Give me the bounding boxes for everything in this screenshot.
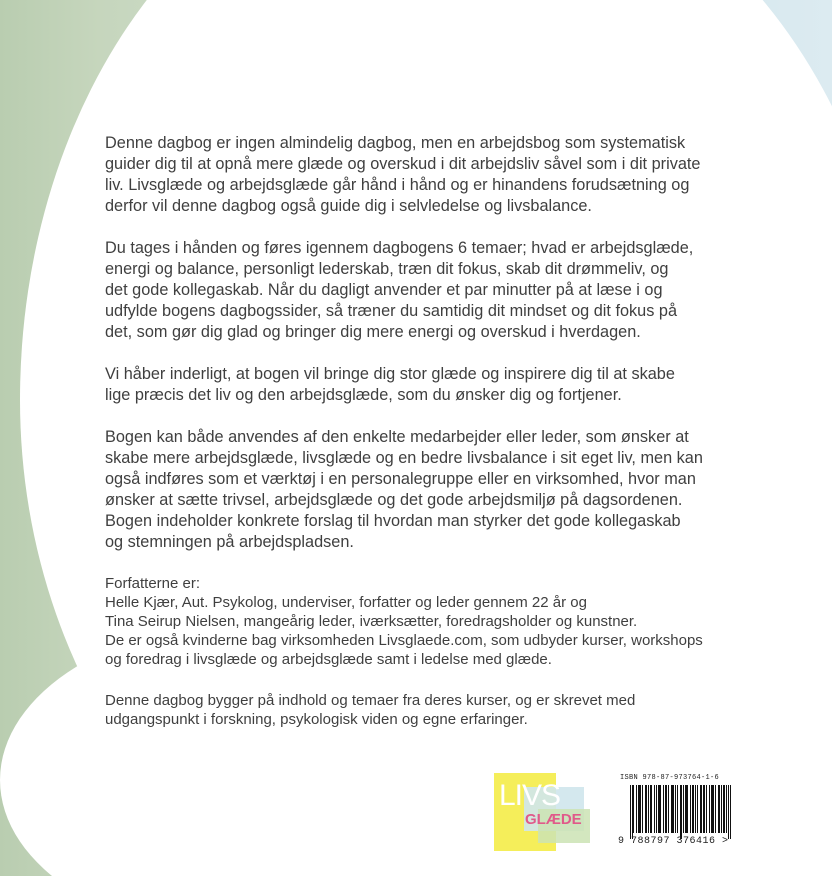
barcode-bar [681,785,682,839]
barcode-bar [713,785,714,833]
company-line: De er også kvinderne bag virksomheden Livsglaede.com, som udbyder kurser, workshops [105,632,703,649]
barcode-bar [697,785,698,833]
barcode-bar [673,785,674,833]
barcode-bar [724,785,725,833]
text-line: Bogen kan både anvendes af den enkelte medarbejder eller leder, som ønsker at [105,428,689,446]
barcode-bar [683,785,684,833]
barcode-bar [700,785,701,833]
text-line: derfor vil denne dagbog også guide dig i selvledelse og livsbalance. [105,197,592,215]
text-line: energi og balance, personligt lederskab, træn dit fokus, skab dit drømmeliv, og [105,260,669,278]
text-line: det, som gør dig glad og bringer dig mere energi og overskud i hverdagen. [105,323,641,341]
text-line: ønsker at sætte trivsel, arbejdsglæde og det gode arbejdsmiljø på dagsordenen. [105,491,683,509]
barcode-bar [633,785,634,833]
barcode-bar [666,785,667,833]
barcode-bar [630,785,631,839]
barcode-bar [646,785,647,833]
text-line: udfylde bogens dagbogssider, så træner du samtidig dit mindset og dit fokus på [105,302,677,320]
text-line: skabe mere arbejdsglæde, livsglæde og en bedre livsbalance i sit eget liv, men kan [105,449,703,467]
text-line: Bogen indeholder konkrete forslag til hvordan man styrker det gode kollegaskab [105,512,681,530]
barcode-bar [701,785,702,833]
livsglaede-logo [494,773,594,853]
authors-section [105,574,755,669]
barcode-bar [675,785,676,833]
barcode-bar [660,785,661,833]
barcode-bar [650,785,651,833]
text-line: udgangspunkt i forskning, psykologisk viden og egne erfaringer. [105,711,528,728]
barcode-bar [639,785,640,833]
barcode-bar [721,785,722,833]
barcode-bar [726,785,727,833]
author-line: Helle Kjær, Aut. Psykolog, underviser, forfatter og leder gennem 22 år og [105,594,587,611]
barcode-bar [692,785,693,833]
text-line: lige præcis det liv og den arbejdsglæde, som du ønsker dig og fortjener. [105,386,622,404]
barcode-bar [706,785,707,833]
barcode-bar [654,785,655,833]
barcode-bar [695,785,696,833]
barcode-bar [651,785,652,833]
isbn-barcode [616,773,746,853]
barcode-bar [665,785,666,833]
barcode-bar [680,785,681,839]
text-line: liv. Livsglæde og arbejdsglæde går hånd i hånd og er hinandens forudsætning og [105,176,690,194]
paragraph-usage [105,427,755,553]
cover-text [105,133,755,729]
text-line: Denne dagbog er ingen almindelig dagbog, men en arbejdsbog som systematisk [105,134,686,152]
authors-heading: Forfatterne er: [105,575,201,592]
barcode-bar [638,785,639,833]
barcode-bar [648,785,649,833]
barcode-bar [685,785,686,833]
barcode-bar [719,785,720,833]
barcode-bar [671,785,672,833]
barcode-bar [642,785,643,833]
barcode-bar [632,785,633,839]
barcode-digits: 9 788797 376416 > [618,836,729,847]
barcode-bar [677,785,678,833]
text-line: guider dig til at opnå mere glæde og overskud i dit arbejdsliv såvel som i dit private [105,155,701,173]
barcode-bar [672,785,673,833]
barcode-bar [658,785,659,833]
text-line: det gode kollegaskab. Når du dagligt anvender et par minutter på at læse i og [105,281,663,299]
barcode-bar [690,785,691,833]
barcode-bar [668,785,669,833]
barcode-bar [728,785,729,839]
author-line: Tina Seirup Nielsen, mangeårig leder, iværksætter, foredragsholder og kunstner. [105,613,638,630]
text-line: Denne dagbog bygger på indhold og temaer fra deres kurser, og er skrevet med [105,692,636,709]
barcode-bar [715,785,716,833]
company-line: og foredrag i livsglæde og arbejdsglæde samt i ledelse med glæde. [105,651,552,668]
paragraph-hope [105,364,755,406]
barcode-bar [645,785,646,833]
barcode-bar [730,785,731,839]
text-line: også indføres som et værktøj i en personalegruppe eller en virksomhed, hvor man [105,470,696,488]
barcode-bar [718,785,719,833]
barcode-bar [656,785,657,833]
barcode-bar [711,785,712,833]
text-line: Vi håber inderligt, at bogen vil bringe dig stor glæde og inspirere dig til at skabe [105,365,675,383]
barcode-bar [723,785,724,833]
paragraph-themes [105,238,755,343]
barcode-bar [712,785,713,833]
barcode-bars [630,785,734,839]
text-line: og stemningen på arbejdspladsen. [105,533,354,551]
logo-word-livs: LIVS [499,779,561,812]
barcode-bar [659,785,660,833]
barcode-bar [703,785,704,833]
barcode-bar [640,785,641,833]
barcode-bar [636,785,637,833]
paragraph-intro [105,133,755,217]
barcode-bar [687,785,688,833]
barcode-bar [686,785,687,833]
logo-word-glaede: GLÆDE [525,811,582,828]
text-line: Du tages i hånden og føres igennem dagbogens 6 temaer; hvad er arbejdsglæde, [105,239,694,257]
isbn-label: ISBN 978-87-973764-1-6 [620,774,720,782]
barcode-bar [693,785,694,833]
barcode-bar [704,785,705,833]
barcode-bar [663,785,664,833]
closing-paragraph [105,691,755,729]
barcode-bar [709,785,710,833]
